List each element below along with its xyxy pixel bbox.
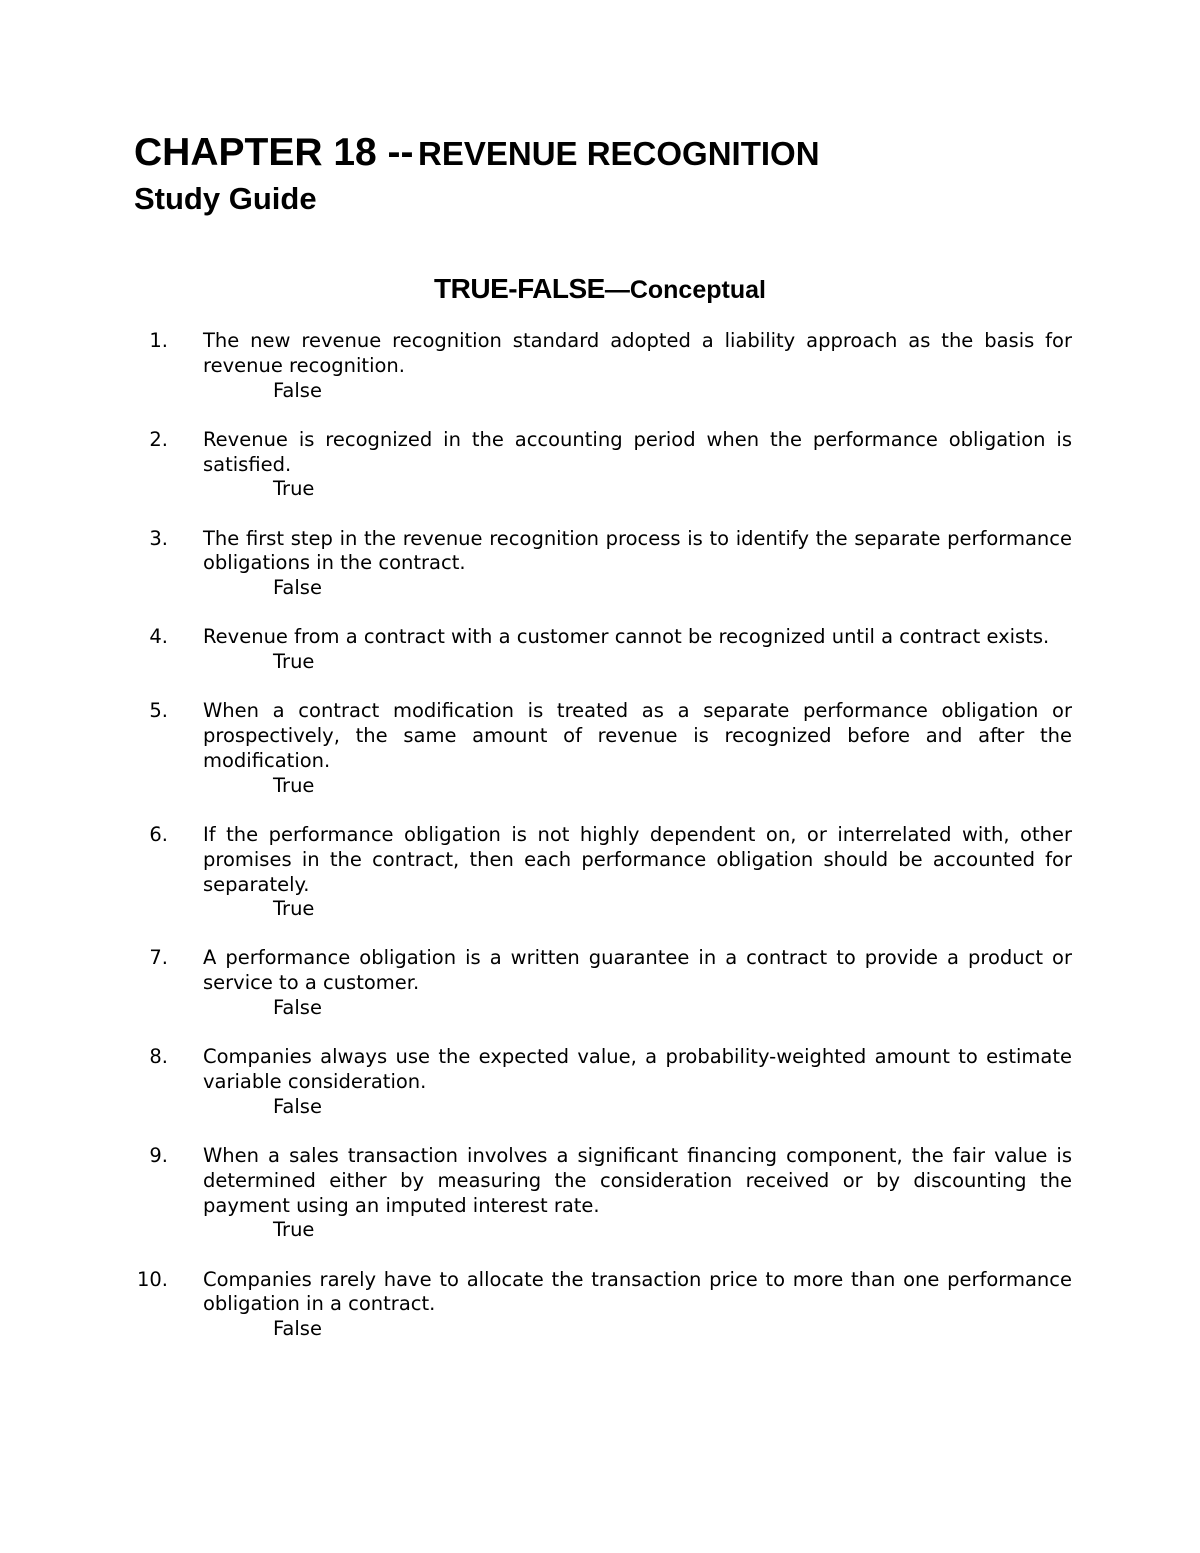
question-text: A performance obligation is a written guarantee in a contract to provide a product or service to a customer. [203, 946, 1072, 995]
section-heading-main: TRUE-FALSE [434, 273, 605, 304]
question-answer: False [273, 1317, 322, 1341]
question-item [134, 699, 1072, 798]
question-item [134, 1045, 1072, 1119]
question-number: 9. [149, 1144, 168, 1168]
question-answer: False [273, 576, 322, 600]
question-number: 3. [149, 526, 168, 550]
question-answer: False [273, 996, 322, 1020]
section-heading [0, 272, 1200, 306]
question-number: 6. [149, 822, 168, 846]
question-item [134, 527, 1072, 601]
question-text: Companies always use the expected value, a probability-weighted amount to estimate variable consideration. [203, 1045, 1072, 1094]
chapter-title [134, 133, 820, 172]
question-number: 5. [149, 699, 168, 723]
question-answer: True [273, 1218, 315, 1242]
question-item [134, 823, 1072, 922]
chapter-topic: REVENUE RECOGNITION [418, 135, 820, 172]
question-number: 8. [149, 1045, 168, 1069]
question-item [134, 428, 1072, 502]
question-number: 10. [136, 1267, 168, 1291]
question-answer: True [273, 897, 315, 921]
question-text: When a contract modification is treated as a separate performance obligation or prospectively, the same amount of revenue is recognized before and after the modification. [203, 699, 1072, 772]
question-answer: True [273, 773, 315, 797]
question-text: When a sales transaction involves a significant financing component, the fair value is determined either by measuring the consideration received or by discounting the payment using an imputed interest rate. [203, 1144, 1072, 1217]
question-item [134, 1268, 1072, 1342]
question-answer: False [273, 1094, 322, 1118]
section-heading-dash: — [604, 276, 630, 304]
question-text: If the performance obligation is not highly dependent on, or interrelated with, other promises in the contract, then each performance obligation should be accounted for separately. [203, 822, 1072, 896]
question-text: Revenue from a contract with a customer cannot be recognized until a contract exists. [203, 625, 1050, 649]
question-item [134, 946, 1072, 1020]
question-text: The new revenue recognition standard adopted a liability approach as the basis for revenue recognition. [203, 329, 1072, 377]
question-item [134, 1144, 1072, 1243]
question-item [134, 329, 1072, 403]
chapter-number: CHAPTER 18 -- [134, 131, 414, 174]
question-answer: False [273, 378, 322, 402]
question-number: 4. [149, 625, 168, 649]
question-answer: True [273, 477, 315, 501]
question-text: Companies rarely have to allocate the transaction price to more than one performance obligation in a contract. [203, 1267, 1072, 1316]
question-item [134, 625, 1072, 675]
question-text: Revenue is recognized in the accounting period when the performance obligation is satisfied. [203, 427, 1072, 476]
question-list [134, 329, 1072, 1366]
question-number: 7. [149, 946, 168, 970]
question-number: 2. [149, 427, 168, 451]
document-subtitle: Study Guide [134, 181, 317, 216]
question-answer: True [273, 650, 315, 674]
question-number: 1. [149, 329, 168, 352]
question-text: The first step in the revenue recognition process is to identify the separate performance obligations in the contract. [203, 526, 1072, 575]
section-heading-sub: Conceptual [629, 276, 766, 304]
